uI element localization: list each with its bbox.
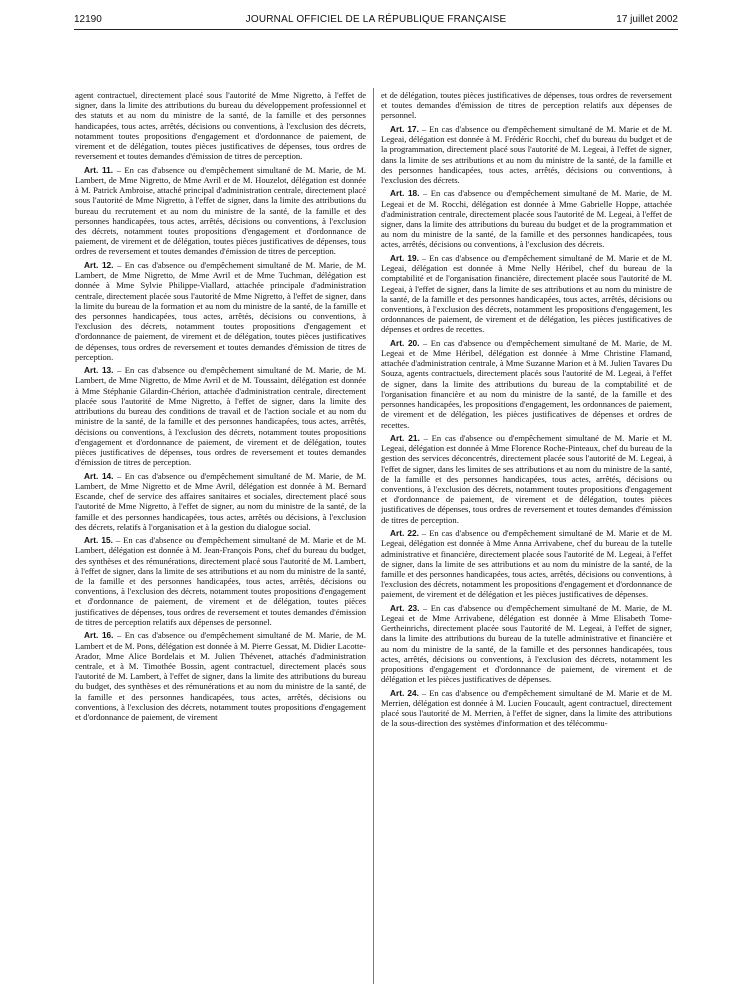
article-paragraph: [75, 260, 366, 362]
article-paragraph: [75, 535, 366, 627]
article-paragraph: [75, 471, 366, 532]
article-label: Art. 14.: [84, 470, 114, 481]
article-paragraph: [75, 365, 366, 467]
article-text: – En cas d'absence ou d'empêchement simultané de M. Marie et M. Legeai, délégation est donnée à Mme Florence Roche-Pinteaux, chef du bureau de la gestion des services déconcentrés, directement placée sous l'autorité de M. Legeai, à l'effet de signer, dans les limites de ses attributions et au nom du ministre de la santé, de la famille et des personnes handicapées, tous actes, arrêtés, décisions ou conventions, à l'exclusion des décrets, notamment toutes propositions d'engagement et d'ordonnance de paiement, de virement et de délégation, toutes pièces justificatives de dépenses, tous ordres de reversement et toutes demandes d'émission de titres de perception.: [381, 432, 672, 525]
article-paragraph: [381, 124, 672, 185]
column-divider: [373, 88, 374, 984]
article-paragraph: [381, 253, 672, 335]
article-label: Art. 22.: [390, 528, 419, 539]
article-label: Art. 18.: [390, 188, 420, 199]
continued-paragraph: [381, 90, 672, 121]
article-label: Art. 12.: [84, 259, 114, 270]
article-text: – En cas d'absence ou d'empêchement simultané de M. Marie, de M. Lambert, de Mme Nigretto, de Mme Avril et de Mme Tuchman, délégation est donnée à Mme Sylvie Philippe-Viallard, attachée principale d'administration centrale, directement placée sous l'autorité de Mme Nigretto, à l'effet de signer, dans la limite du bureau de la formation et au nom du ministre de la santé, de la famille et des personnes handicapées, tous actes, arrêtés, décisions ou conventions, à l'exclusion des décrets, notamment toutes propositions d'engagement et d'ordonnance de paiement, de virement et de délégation, toutes pièces justificatives de dépenses, tous ordres de reversement et toutes demandes d'émission de titres de perception.: [75, 259, 366, 362]
article-paragraph: [381, 688, 672, 729]
article-label: Art. 15.: [84, 535, 113, 546]
article-paragraph: [381, 433, 672, 525]
article-paragraph: [381, 338, 672, 430]
article-label: Art. 21.: [390, 432, 420, 443]
publication-date: 17 juillet 2002: [616, 14, 678, 25]
article-text: – En cas d'absence ou d'empêchement simultané de M. Marie, de M. Legeai et de Mme Héribel, délégation est donnée à Mme Christine Flamand, attachée d'administration centrale, à Mme Suzanne Marion et à M. Julien Tavares Du Souza, agents contractuels, directement placés sous l'autorité de M. Legeai, à l'effet de signer, dans la limite des attributions du bureau de la comptabilité et de l'organisation financière et au nom du ministre de la santé, de la famille et des personnes handicapées, les propositions d'engagement, les ordonnances de paiement, de virement et de délégation, les pièces justificatives de dépenses et ordres de recettes.: [381, 337, 672, 430]
page-number: 12190: [74, 14, 102, 25]
article-label: Art. 13.: [84, 365, 114, 376]
article-text: – En cas d'absence ou d'empêchement simultané de M. Marie et de M. Legeai, délégation est donnée à M. Frédéric Rocchi, chef du bureau du budget et de la programmation, directement placé sous l'autorité de M. Legeai, à l'effet de signer, dans la limite de ses attributions et au nom du ministre de la santé, de la famille et des personnes handicapées, tous actes, arrêtés, décisions ou conventions, à l'exclusion des décrets.: [381, 123, 672, 185]
article-text: – En cas d'absence ou d'empêchement simultané de M. Marie, de M. Lambert, de Mme Nigretto, de Mme Avril et de M. Toussaint, délégation est donnée à Mme Stéphanie Gilardin-Chérion, attachée d'administration centrale, directement placée sous l'autorité de Mme Nigretto, à l'effet de signer, dans la limite des attributions du bureau des conditions de travail et de l'action sociale et au nom du ministre de la santé, de la famille et des personnes handicapées, tous actes, arrêtés, décisions ou conventions, à l'exclusion des décrets, notamment toutes propositions d'engagement et d'ordonnance de paiement, de virement et de délégation, toutes pièces justificatives de dépenses, tous ordres de reversement et toutes demandes d'émission de titres de perception.: [75, 365, 366, 468]
right-column: [381, 90, 672, 985]
article-paragraph: [381, 528, 672, 600]
article-paragraph: [381, 603, 672, 685]
article-label: Art. 19.: [390, 252, 419, 263]
article-text: – En cas d'absence ou d'empêchement simultané de M. Marie et de M. Merrien, délégation est donnée à M. Lucien Foucault, agent contractuel, directement placé sous l'autorité de M. Merrien, à l'effet de signer, dans la limite des attributions de la sous-direction des systèmes d'information et des télécommu-: [381, 687, 672, 729]
article-paragraph: [75, 165, 366, 257]
article-label: Art. 20.: [390, 337, 420, 348]
page-header: [74, 12, 678, 28]
header-rule: [74, 29, 678, 30]
journal-title: JOURNAL OFFICIEL DE LA RÉPUBLIQUE FRANÇAISE: [245, 14, 507, 25]
left-column: [75, 90, 366, 985]
continued-paragraph: [75, 90, 366, 162]
article-text: – En cas d'absence ou d'empêchement simultané de M. Marie et de M. Lambert, délégation est donnée à M. Jean-François Pons, chef du bureau du budget, des synthèses et des rémunérations, directement placé sous l'autorité de M. Lambert, à l'effet de signer, dans la limite de ses attributions et au nom du ministre de la santé, de la famille et des personnes handicapées, tous actes, arrêtés, décisions ou conventions, à l'exclusion des décrets, notamment toutes propositions d'engagement et d'ordonnance de paiement, de virement et de délégation, toutes pièces justificatives de dépenses, tous ordres de reversement et toutes demandes d'émission de titres de perception relatifs aux dépenses de personnel.: [75, 535, 366, 627]
article-paragraph: [381, 188, 672, 249]
article-label: Art. 16.: [84, 630, 114, 641]
article-text: et de délégation, toutes pièces justificatives de dépenses, tous ordres de reversement et toutes demandes d'émission de titres de perception relatifs aux dépenses de personnel.: [381, 90, 672, 121]
article-label: Art. 24.: [390, 687, 419, 698]
article-label: Art. 23.: [390, 602, 420, 613]
article-label: Art. 17.: [390, 123, 419, 134]
article-text: – En cas d'absence ou d'empêchement simultané de M. Marie et de M. Legeai, délégation est donnée à Mme Nelly Héribel, chef du bureau de la comptabilité et de l'organisation financière, directement placée sous l'autorité de M. Legeai, à l'effet de signer, dans la limite de ses attributions et au nom du ministre de la santé, de la famille et des personnes handicapées, tous actes, arrêtés, décisions ou conventions, à l'exclusion des décrets, notamment les propositions d'engagement, les ordonnances de paiement, de virement et de délégation, les pièces justificatives de dépenses et ordres de recettes.: [381, 252, 672, 335]
article-text: – En cas d'absence ou d'empêchement simultané de M. Marie, de M. Legeai et de Mme Arrivabene, délégation est donnée à Mme Elisabeth Tome-Gertheinrichs, directement placée sous l'autorité de M. Legeai, à l'effet de signer, dans la limite des attributions du bureau de la tutelle administrative et financière et au nom du ministre de la santé, de la famille et des personnes handicapées, tous actes, arrêtés, décisions ou conventions, à l'exclusion des décrets, notamment les propositions d'engagement et d'ordonnance de paiement, de virement et de délégation et les pièces justificatives de dépenses.: [381, 602, 672, 685]
article-text: agent contractuel, directement placé sous l'autorité de Mme Nigretto, à l'effet de signer, dans la limite des attributions du bureau du développement professionnel et des statuts et au nom du ministre de la santé, de la famille et des personnes handicapées, tous actes, arrêtés, décisions ou conventions, à l'exclusion des décrets, notamment toutes propositions d'engagement et d'ordonnance de paiement, de virement et de délégation, toutes pièces justificatives de dépenses, tous ordres de reversement et toutes demandes d'émission de titres de perception.: [75, 90, 366, 162]
article-text: – En cas d'absence ou d'empêchement simultané de M. Marie, de M. Lambert, de Mme Nigretto et de Mme Avril, délégation est donnée à M. Bernard Escande, chef de service des affaires sanitaires et sociales, directement placé sous l'autorité de Mme Nigretto, à l'effet de signer, au nom du ministre de la santé, de la famille et des personnes handicapées, tous actes, arrêtés ou décisions, à l'exclusion des décrets, relatifs à l'organisation et à la gestion du dialogue social.: [75, 470, 366, 532]
article-label: Art. 11.: [84, 164, 114, 175]
article-text: – En cas d'absence ou d'empêchement simultané de M. Marie et de M. Legeai, délégation est donnée à Mme Anna Arrivabene, chef du bureau de la tutelle administrative et financière, directement placée sous l'autorité de M. Legeai, à l'effet de signer, dans la limite de ses attributions et au nom du ministre de la santé, de la famille et des personnes handicapées, tous actes, arrêtés, décisions ou conventions, à l'exclusion des décrets, notamment les propositions d'engagement et d'ordonnance de paiement, de virement et de délégation et les pièces justificatives de dépenses.: [381, 528, 672, 600]
article-text: – En cas d'absence ou d'empêchement simultané de M. Marie, de M. Lambert, de Mme Nigretto, de Mme Avril et de M. Houzelot, délégation est donnée à M. Patrick Ambroise, attaché principal d'administration centrale, directement placé sous l'autorité de Mme Nigretto, à l'effet de signer, dans la limite des attributions du bureau du recrutement et au nom du ministre de la santé, de la famille et des personnes handicapées, tous actes, arrêtés, décisions ou conventions, à l'exclusion des décrets, notamment toutes propositions d'engagement et d'ordonnance de paiement, de virement et de délégation, toutes pièces justificatives de dépenses, tous ordres de reversement et toutes demandes d'émission de titres de perception.: [75, 164, 366, 257]
article-text: – En cas d'absence ou d'empêchement simultané de M. Marie, de M. Legeai et de M. Rocchi, délégation est donnée à Mme Gabrielle Hoppe, attachée d'administration centrale, directement placée sous l'autorité de M. Legeai, à l'effet de signer, dans la limite des attributions du bureau du budget et de la programmation et au nom du ministre de la santé, de la famille et des personnes handicapées, tous actes, arrêtés, décisions ou conventions, à l'exclusion des décrets.: [381, 188, 672, 250]
article-text: – En cas d'absence ou d'empêchement simultané de M. Marie, de M. Lambert et de M. Pons, délégation est donnée à M. Pierre Gessat, M. Didier Lacotte-Arador, Mme Alice Bordelais et M. Julien Thévenet, attachés d'administration centrale, et à M. Timothée Bossin, agent contractuel, directement placés sous l'autorité de M. Lambert, à l'effet de signer, dans la limite des attributions du bureau du budget, des synthèses et des rémunérations et au nom du ministre de la santé, de la famille et des personnes handicapées, tous actes, arrêtés, décisions ou conventions, à l'exclusion des décrets, notamment toutes propositions d'engagement et d'ordonnance de paiement, de virement: [75, 630, 366, 723]
article-paragraph: [75, 630, 366, 722]
